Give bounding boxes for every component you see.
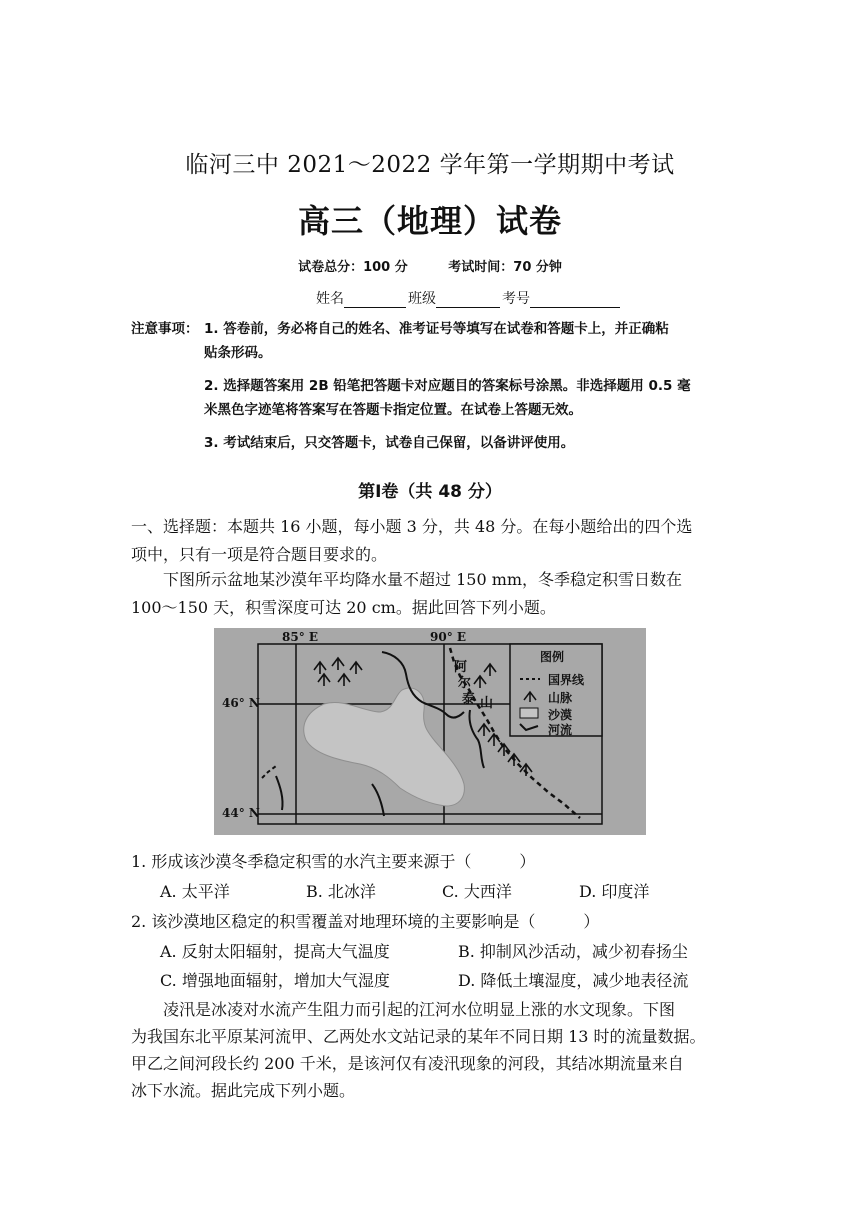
class-blank[interactable] (436, 293, 500, 308)
altai-char-2: 尔 (458, 676, 472, 691)
river-middle (372, 784, 384, 816)
border-line-west (262, 766, 276, 778)
legend-border-label: 国界线 (548, 673, 585, 687)
exam-subtitle: 高三（地理）试卷 (297, 202, 562, 240)
question-1: 1. 形成该沙漠冬季稳定积雪的水汽主要来源于（ ） (131, 852, 536, 871)
number-blank[interactable] (530, 293, 620, 308)
instruction-line1: 一、选择题：本题共 16 小题，每小题 3 分，共 48 分。在每小题给出的四个选 (131, 517, 693, 536)
altai-char-3: 泰 (462, 692, 476, 707)
section-heading: 第Ⅰ卷（共 48 分） (358, 482, 502, 502)
notice-item3: 3. 考试结束后，只交答题卡，试卷自己保留，以备讲评使用。 (204, 435, 575, 451)
student-info-row (316, 288, 622, 308)
exam-meta (0, 256, 860, 275)
q2-option-a[interactable]: A. 反射太阳辐射，提高大气温度 (160, 942, 390, 961)
intro2-line3: 甲乙之间河段长约 200 千米，是该河仅有凌汛现象的河段，其结冰期流量来自 (131, 1054, 684, 1073)
question-2: 2. 该沙漠地区稳定的积雪覆盖对地理环境的主要影响是（ ） (131, 912, 600, 931)
notice-item2-line2: 米黑色字迹笔将答案写在答题卡指定位置。在试卷上答题无效。 (204, 402, 582, 418)
q1-option-c[interactable]: C. 大西洋 (442, 882, 512, 901)
intro2-line4: 冰下水流。据此完成下列小题。 (131, 1081, 356, 1100)
lon-90-label: 90° E (430, 630, 467, 644)
legend-desert-symbol (520, 708, 538, 718)
intro2-line2: 为我国东北平原某河流甲、乙两处水文站记录的某年不同日期 13 时的流量数据。 (131, 1027, 706, 1046)
notice-item2-line1: 2. 选择题答案用 2B 铅笔把答题卡对应题目的答案标号涂黑。非选择题用 0.5 毫 (204, 378, 691, 394)
class-label: 班级 (408, 291, 436, 307)
q2-option-c[interactable]: C. 增强地面辐射，增加大气湿度 (160, 971, 390, 990)
altai-char-1: 阿 (454, 660, 468, 675)
exam-title: 临河三中 2021～2022 学年第一学期期中考试 (185, 152, 675, 178)
instruction-line2: 项中，只有一项是符合题目要求的。 (131, 545, 388, 564)
map-graphic (214, 628, 646, 835)
lon-85-label: 85° E (282, 630, 319, 644)
legend-desert-label: 沙漠 (548, 708, 573, 722)
legend-mountain-label: 山脉 (548, 691, 573, 705)
intro1-line2: 100～150 天，积雪深度可达 20 cm。据此回答下列小题。 (131, 598, 556, 617)
q1-option-b[interactable]: B. 北冰洋 (306, 882, 376, 901)
lat-46-label: 46° N (222, 696, 260, 710)
mountain-symbols-west (314, 658, 362, 686)
q1-option-d[interactable]: D. 印度洋 (579, 882, 650, 901)
number-label: 考号 (502, 291, 530, 307)
exam-time: 考试时间：70 分钟 (448, 260, 562, 275)
notice-item1-line2: 贴条形码。 (204, 345, 272, 361)
q2-option-d[interactable]: D. 降低土壤湿度，减少地表径流 (458, 971, 689, 990)
name-label: 姓名 (316, 291, 344, 307)
total-score: 试卷总分：100 分 (298, 260, 408, 275)
q1-option-a[interactable]: A. 太平洋 (160, 882, 230, 901)
river-east (469, 710, 484, 768)
legend-river-label: 河流 (548, 723, 573, 737)
river-west (276, 776, 283, 810)
altai-char-4: 山 (480, 696, 494, 711)
lat-44-label: 44° N (222, 806, 260, 820)
notice-heading: 注意事项： (131, 321, 199, 337)
q2-option-b[interactable]: B. 抑制风沙活动，减少初春扬尘 (458, 942, 688, 961)
desert-map (214, 628, 646, 835)
intro1-line1: 下图所示盆地某沙漠年平均降水量不超过 150 mm，冬季稳定积雪日数在 (163, 570, 683, 589)
desert-area (304, 688, 465, 806)
intro2-line1: 凌汛是冰凌对水流产生阻力而引起的江河水位明显上涨的水文现象。下图 (163, 1000, 676, 1019)
name-blank[interactable] (344, 293, 406, 308)
notice-item1-line1: 1. 答卷前，务必将自己的姓名、准考证号等填写在试卷和答题卡上，并正确粘 (204, 321, 669, 337)
legend-title: 图例 (540, 650, 565, 664)
